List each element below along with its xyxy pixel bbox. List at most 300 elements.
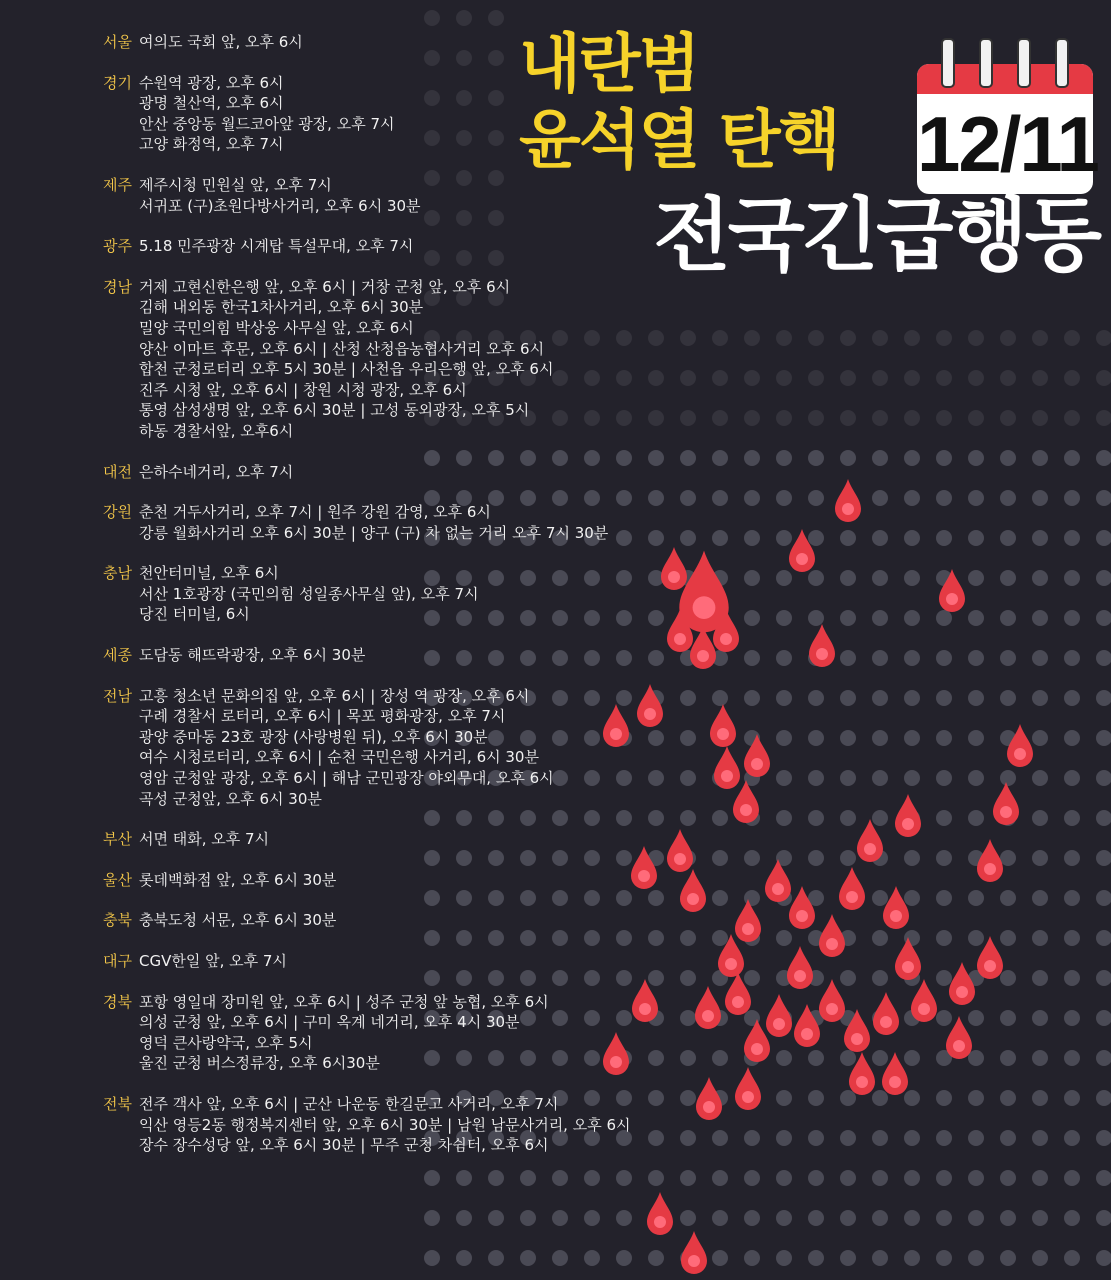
- map-dot: [872, 970, 888, 986]
- map-dot: [712, 530, 728, 546]
- map-dot: [904, 1050, 920, 1066]
- map-dot: [680, 930, 696, 946]
- map-dot: [872, 1210, 888, 1226]
- map-dot: [1096, 1090, 1111, 1106]
- map-dot: [872, 1250, 888, 1266]
- map-dot: [840, 570, 856, 586]
- map-dot: [1096, 1170, 1111, 1186]
- map-dot: [968, 530, 984, 546]
- map-dot: [776, 770, 792, 786]
- map-dot: [680, 1130, 696, 1146]
- region-events: [139, 992, 663, 1074]
- drop-center-dot: [751, 1043, 763, 1055]
- map-dot: [808, 1130, 824, 1146]
- map-dot: [712, 930, 728, 946]
- map-dot: [1064, 1130, 1080, 1146]
- map-dot: [680, 730, 696, 746]
- drop-center-dot: [751, 758, 763, 770]
- map-dot: [904, 530, 920, 546]
- map-dot: [776, 570, 792, 586]
- red-drop-icon: [819, 979, 845, 1022]
- map-dot: [776, 1170, 792, 1186]
- map-dot: [680, 690, 696, 706]
- map-dot: [808, 1170, 824, 1186]
- region-block: [103, 32, 663, 53]
- red-drop-icon: [661, 547, 687, 590]
- map-dot: [904, 450, 920, 466]
- map-dot: [1096, 1250, 1111, 1266]
- map-dot: [968, 810, 984, 826]
- event-item: 익산 영등2동 행정복지센터 앞, 오후 6시 30분 | 남원 남문사거리, 오후 6시: [139, 1115, 631, 1134]
- drop-center-dot: [796, 553, 808, 565]
- map-dot: [584, 1210, 600, 1226]
- map-dot: [1096, 1130, 1111, 1146]
- red-drop-icon: [714, 746, 740, 789]
- map-dot: [808, 450, 824, 466]
- map-dot: [744, 1170, 760, 1186]
- map-dot: [1032, 770, 1048, 786]
- red-drop-icon: [647, 1192, 673, 1235]
- map-dot: [968, 1050, 984, 1066]
- map-dot: [872, 330, 888, 346]
- map-dot: [840, 450, 856, 466]
- map-dot: [1064, 810, 1080, 826]
- map-dot: [808, 410, 824, 426]
- map-dot: [488, 1210, 504, 1226]
- red-drop-icon: [977, 839, 1003, 882]
- map-dot: [904, 1170, 920, 1186]
- red-drop-icon: [883, 886, 909, 929]
- map-dot: [840, 1210, 856, 1226]
- map-dot: [1000, 610, 1016, 626]
- region-name: 경기: [103, 73, 132, 92]
- drop-center-dot: [801, 1028, 813, 1040]
- map-dot: [776, 370, 792, 386]
- map-dot: [1064, 770, 1080, 786]
- event-item: 서면 태화, 오후 7시: [139, 830, 270, 849]
- headline-line3: 전국긴급행동: [653, 189, 1099, 282]
- map-dot: [1032, 1250, 1048, 1266]
- map-dot: [936, 1210, 952, 1226]
- map-dot: [840, 1170, 856, 1186]
- map-dot: [872, 930, 888, 946]
- map-dot: [808, 530, 824, 546]
- map-dot: [1064, 1050, 1080, 1066]
- map-dot: [840, 1250, 856, 1266]
- map-dot: [808, 610, 824, 626]
- map-dot: [744, 610, 760, 626]
- map-dot: [1064, 730, 1080, 746]
- map-dot: [1096, 1210, 1111, 1226]
- map-dot: [808, 770, 824, 786]
- map-dot: [1096, 770, 1111, 786]
- map-dot: [968, 450, 984, 466]
- map-dot: [968, 490, 984, 506]
- map-dot: [424, 1250, 440, 1266]
- map-dot: [872, 570, 888, 586]
- event-item: 의성 군청 앞, 오후 6시 | 구미 옥계 네거리, 오후 4시 30분: [139, 1013, 520, 1032]
- map-dot: [520, 1250, 536, 1266]
- map-dot: [1000, 490, 1016, 506]
- region-events: [139, 829, 663, 850]
- map-dot: [680, 490, 696, 506]
- red-drop-icon: [819, 914, 845, 957]
- region-name: 서울: [103, 33, 132, 51]
- map-dot: [712, 490, 728, 506]
- map-dot: [1000, 1170, 1016, 1186]
- region-block: [103, 175, 663, 216]
- map-dot: [552, 1210, 568, 1226]
- map-dot: [936, 450, 952, 466]
- map-dot: [968, 890, 984, 906]
- drop-center-dot: [674, 853, 686, 865]
- drop-center-dot: [846, 891, 858, 903]
- map-dot: [904, 650, 920, 666]
- map-dot: [808, 1210, 824, 1226]
- map-dot: [936, 850, 952, 866]
- map-dot: [1000, 1250, 1016, 1266]
- red-drop-icon: [835, 479, 861, 522]
- event-item: 천안터미널, 오후 6시: [139, 564, 279, 583]
- map-dot: [776, 450, 792, 466]
- drop-center-dot: [946, 593, 958, 605]
- event-item: 여의도 국회 앞, 오후 6시: [139, 33, 303, 51]
- map-dot: [808, 810, 824, 826]
- map-dot: [840, 1050, 856, 1066]
- map-dot: [488, 10, 504, 26]
- map-dot: [616, 1250, 632, 1266]
- map-dot: [1000, 450, 1016, 466]
- calendar-ring-icon: [1055, 38, 1069, 88]
- drop-center-dot: [796, 910, 808, 922]
- map-dot: [1000, 330, 1016, 346]
- map-dot: [936, 370, 952, 386]
- map-dot: [968, 690, 984, 706]
- map-dot: [680, 1170, 696, 1186]
- drop-center-dot: [889, 1076, 901, 1088]
- map-dot: [1032, 330, 1048, 346]
- map-dot: [1096, 1050, 1111, 1066]
- map-dot: [968, 930, 984, 946]
- map-dot: [744, 970, 760, 986]
- map-dot: [904, 610, 920, 626]
- red-drop-icon: [809, 624, 835, 667]
- map-dot: [1000, 770, 1016, 786]
- event-item: 서귀포 (구)초원다방사거리, 오후 6시 30분: [139, 196, 421, 215]
- map-dot: [936, 1010, 952, 1026]
- map-dot: [712, 1210, 728, 1226]
- map-dot: [776, 1250, 792, 1266]
- map-dot: [1096, 1010, 1111, 1026]
- map-dot: [1064, 330, 1080, 346]
- drop-center-dot: [693, 596, 716, 619]
- drop-center-dot: [864, 843, 876, 855]
- map-dot: [1032, 570, 1048, 586]
- region-events: [139, 462, 663, 483]
- map-dot: [1096, 850, 1111, 866]
- map-dot: [776, 530, 792, 546]
- map-dot: [968, 1130, 984, 1146]
- region-events: [139, 175, 663, 216]
- map-dot: [712, 890, 728, 906]
- map-dot: [904, 490, 920, 506]
- map-dot: [776, 930, 792, 946]
- map-dot: [776, 610, 792, 626]
- date-badge: 12/11: [917, 100, 1098, 188]
- map-dot: [1064, 1010, 1080, 1026]
- map-dot: [744, 410, 760, 426]
- drop-center-dot: [880, 1016, 892, 1028]
- map-dot: [936, 810, 952, 826]
- drop-center-dot: [826, 1003, 838, 1015]
- event-item: 당진 터미널, 6시: [139, 605, 250, 624]
- map-dot: [1064, 1170, 1080, 1186]
- region-name: 광주: [103, 237, 132, 256]
- region-name: 세종: [103, 646, 132, 665]
- map-dot: [1096, 370, 1111, 386]
- event-item: 밀양 국민의힘 박상웅 사무실 앞, 오후 6시: [139, 318, 414, 337]
- red-drop-icon: [735, 1067, 761, 1110]
- drop-center-dot: [1014, 748, 1026, 760]
- map-dot: [936, 970, 952, 986]
- map-dot: [936, 490, 952, 506]
- drop-center-dot: [703, 1101, 715, 1113]
- map-dot: [840, 770, 856, 786]
- region-events: [139, 1094, 663, 1156]
- map-dot: [840, 1090, 856, 1106]
- map-dot: [648, 1250, 664, 1266]
- map-dot: [1096, 650, 1111, 666]
- map-dot: [1000, 570, 1016, 586]
- map-dot: [872, 610, 888, 626]
- map-dot: [712, 410, 728, 426]
- map-dot: [1000, 690, 1016, 706]
- headline-line1: 내란범: [519, 28, 699, 102]
- map-dot: [744, 330, 760, 346]
- drop-center-dot: [687, 893, 699, 905]
- map-dot: [840, 410, 856, 426]
- event-item: 고양 화정역, 오후 7시: [139, 135, 284, 154]
- event-item: 합천 군청로터리 오후 5시 30분 | 사천읍 우리은행 앞, 오후 6시: [139, 360, 554, 379]
- map-dot: [744, 1130, 760, 1146]
- red-drop-icon: [839, 867, 865, 910]
- event-item: 롯데백화점 앞, 오후 6시 30분: [139, 870, 337, 889]
- map-dot: [808, 1090, 824, 1106]
- map-dot: [936, 1170, 952, 1186]
- map-dot: [936, 530, 952, 546]
- headline-line2: 윤석열 탄핵: [519, 104, 839, 178]
- map-dot: [840, 650, 856, 666]
- event-item: 영암 군청앞 광장, 오후 6시 | 해남 군민광장 야외무대, 오후 6시: [139, 769, 554, 788]
- map-dot: [1032, 490, 1048, 506]
- drop-center-dot: [984, 863, 996, 875]
- red-drop-icon: [993, 782, 1019, 825]
- event-item: 거제 고현신한은행 앞, 오후 6시 | 거창 군청 앞, 오후 6시: [139, 277, 511, 296]
- region-name: 제주: [103, 175, 132, 194]
- map-dot: [712, 1130, 728, 1146]
- map-dot: [1032, 930, 1048, 946]
- map-dot: [904, 850, 920, 866]
- drop-center-dot: [721, 770, 733, 782]
- region-block: [103, 73, 663, 155]
- map-dot: [808, 690, 824, 706]
- map-dot: [904, 1090, 920, 1106]
- map-dot: [808, 330, 824, 346]
- map-dot: [968, 1010, 984, 1026]
- drop-center-dot: [740, 804, 752, 816]
- red-drop-icon: [949, 962, 975, 1005]
- map-dot: [712, 450, 728, 466]
- map-dot: [968, 770, 984, 786]
- red-drop-icon: [681, 1231, 707, 1274]
- map-dot: [1000, 1130, 1016, 1146]
- map-dot: [968, 570, 984, 586]
- map-dot: [776, 330, 792, 346]
- region-events: [139, 645, 663, 666]
- map-dot: [840, 610, 856, 626]
- map-dot: [904, 730, 920, 746]
- drop-center-dot: [902, 961, 914, 973]
- map-dot: [1064, 410, 1080, 426]
- map-dot: [1096, 970, 1111, 986]
- event-item: 제주시청 민원실 앞, 오후 7시: [139, 175, 332, 194]
- drop-center-dot: [956, 986, 968, 998]
- event-item: 전주 객사 앞, 오후 6시 | 군산 나운동 한길문고 사거리, 오후 7시: [139, 1094, 559, 1113]
- map-dot: [872, 1050, 888, 1066]
- map-dot: [904, 570, 920, 586]
- map-dot: [840, 530, 856, 546]
- drop-center-dot: [902, 818, 914, 830]
- map-dot: [680, 1050, 696, 1066]
- map-dot: [872, 1130, 888, 1146]
- region-events: [139, 563, 663, 625]
- red-drop-icon: [765, 859, 791, 902]
- event-item: 통영 삼성생명 앞, 오후 6시 30분 | 고성 동외광장, 오후 5시: [139, 401, 530, 420]
- map-dot: [1000, 930, 1016, 946]
- region-block: [103, 277, 663, 442]
- map-dot: [424, 1210, 440, 1226]
- red-drop-icon: [710, 704, 736, 747]
- region-block: [103, 236, 663, 257]
- map-dot: [808, 490, 824, 506]
- map-dot: [968, 410, 984, 426]
- region-name: 대전: [103, 462, 132, 481]
- drop-center-dot: [918, 1003, 930, 1015]
- map-dot: [840, 850, 856, 866]
- event-item: 울진 군청 버스정류장, 오후 6시30분: [139, 1054, 380, 1073]
- map-dot: [808, 570, 824, 586]
- map-dot: [872, 810, 888, 826]
- region-name: 경남: [103, 277, 132, 296]
- drop-center-dot: [668, 571, 680, 583]
- map-dot: [872, 730, 888, 746]
- event-item: 여수 시청로터리, 오후 6시 | 순천 국민은행 사거리, 6시 30분: [139, 748, 539, 767]
- map-dot: [872, 450, 888, 466]
- map-dot: [680, 810, 696, 826]
- region-events: [139, 73, 663, 155]
- map-dot: [680, 1210, 696, 1226]
- map-dot: [776, 1210, 792, 1226]
- map-dot: [616, 1210, 632, 1226]
- map-dot: [904, 370, 920, 386]
- map-dot: [1000, 970, 1016, 986]
- map-dot: [872, 650, 888, 666]
- map-dot: [1096, 930, 1111, 946]
- region-events: [139, 277, 663, 442]
- map-dot: [936, 930, 952, 946]
- map-dot: [1064, 930, 1080, 946]
- map-dot: [840, 690, 856, 706]
- red-drop-icon: [873, 992, 899, 1035]
- map-dot: [808, 1250, 824, 1266]
- map-dot: [680, 410, 696, 426]
- map-dot: [1032, 850, 1048, 866]
- event-item: 하동 경찰서앞, 오후6시: [139, 421, 294, 440]
- map-dot: [968, 370, 984, 386]
- map-dot: [872, 770, 888, 786]
- map-dot: [1064, 1210, 1080, 1226]
- map-dot: [712, 370, 728, 386]
- event-item: 진주 시청 앞, 오후 6시 | 창원 시청 광장, 오후 6시: [139, 380, 467, 399]
- drop-center-dot: [742, 1091, 754, 1103]
- drop-center-dot: [851, 1033, 863, 1045]
- map-dot: [1000, 890, 1016, 906]
- map-dot: [872, 1090, 888, 1106]
- calendar-icon: [917, 64, 1098, 194]
- map-dot: [1000, 650, 1016, 666]
- red-drop-icon: [1007, 724, 1033, 767]
- map-dot: [968, 1250, 984, 1266]
- map-dot: [968, 1170, 984, 1186]
- map-dot: [712, 850, 728, 866]
- map-dot: [1000, 850, 1016, 866]
- map-dot: [808, 730, 824, 746]
- map-dot: [872, 1170, 888, 1186]
- map-dot: [872, 370, 888, 386]
- event-item: 영덕 큰사랑약국, 오후 5시: [139, 1033, 313, 1052]
- map-dot: [776, 490, 792, 506]
- drop-center-dot: [702, 1010, 714, 1022]
- map-dot: [1096, 490, 1111, 506]
- map-dot: [936, 610, 952, 626]
- drop-center-dot: [674, 633, 686, 645]
- region-events: [139, 910, 663, 931]
- map-dot: [552, 1250, 568, 1266]
- map-dot: [840, 810, 856, 826]
- map-dot: [1032, 1170, 1048, 1186]
- event-item: 춘천 거두사거리, 오후 7시 | 원주 강원 감영, 오후 6시: [139, 503, 491, 522]
- region-name: 대구: [103, 952, 132, 970]
- map-dot: [1000, 410, 1016, 426]
- region-name: 강원: [103, 503, 132, 522]
- event-item: 곡성 군청앞, 오후 6시 30분: [139, 789, 322, 808]
- region-block: [103, 870, 663, 891]
- map-dot: [936, 410, 952, 426]
- map-dot: [936, 730, 952, 746]
- map-dot: [1032, 690, 1048, 706]
- region-name: 전남: [103, 686, 132, 705]
- region-events: [139, 951, 663, 972]
- map-dot: [1000, 1210, 1016, 1226]
- region-block: [103, 502, 663, 543]
- drop-center-dot: [732, 996, 744, 1008]
- map-dot: [1064, 490, 1080, 506]
- map-dot: [872, 530, 888, 546]
- event-item: 광명 철산역, 오후 6시: [139, 94, 284, 113]
- map-dot: [1032, 1090, 1048, 1106]
- event-item: 양산 이마트 후문, 오후 6시 | 산청 산청읍농협사거리 오후 6시: [139, 339, 545, 358]
- region-name: 부산: [103, 830, 132, 849]
